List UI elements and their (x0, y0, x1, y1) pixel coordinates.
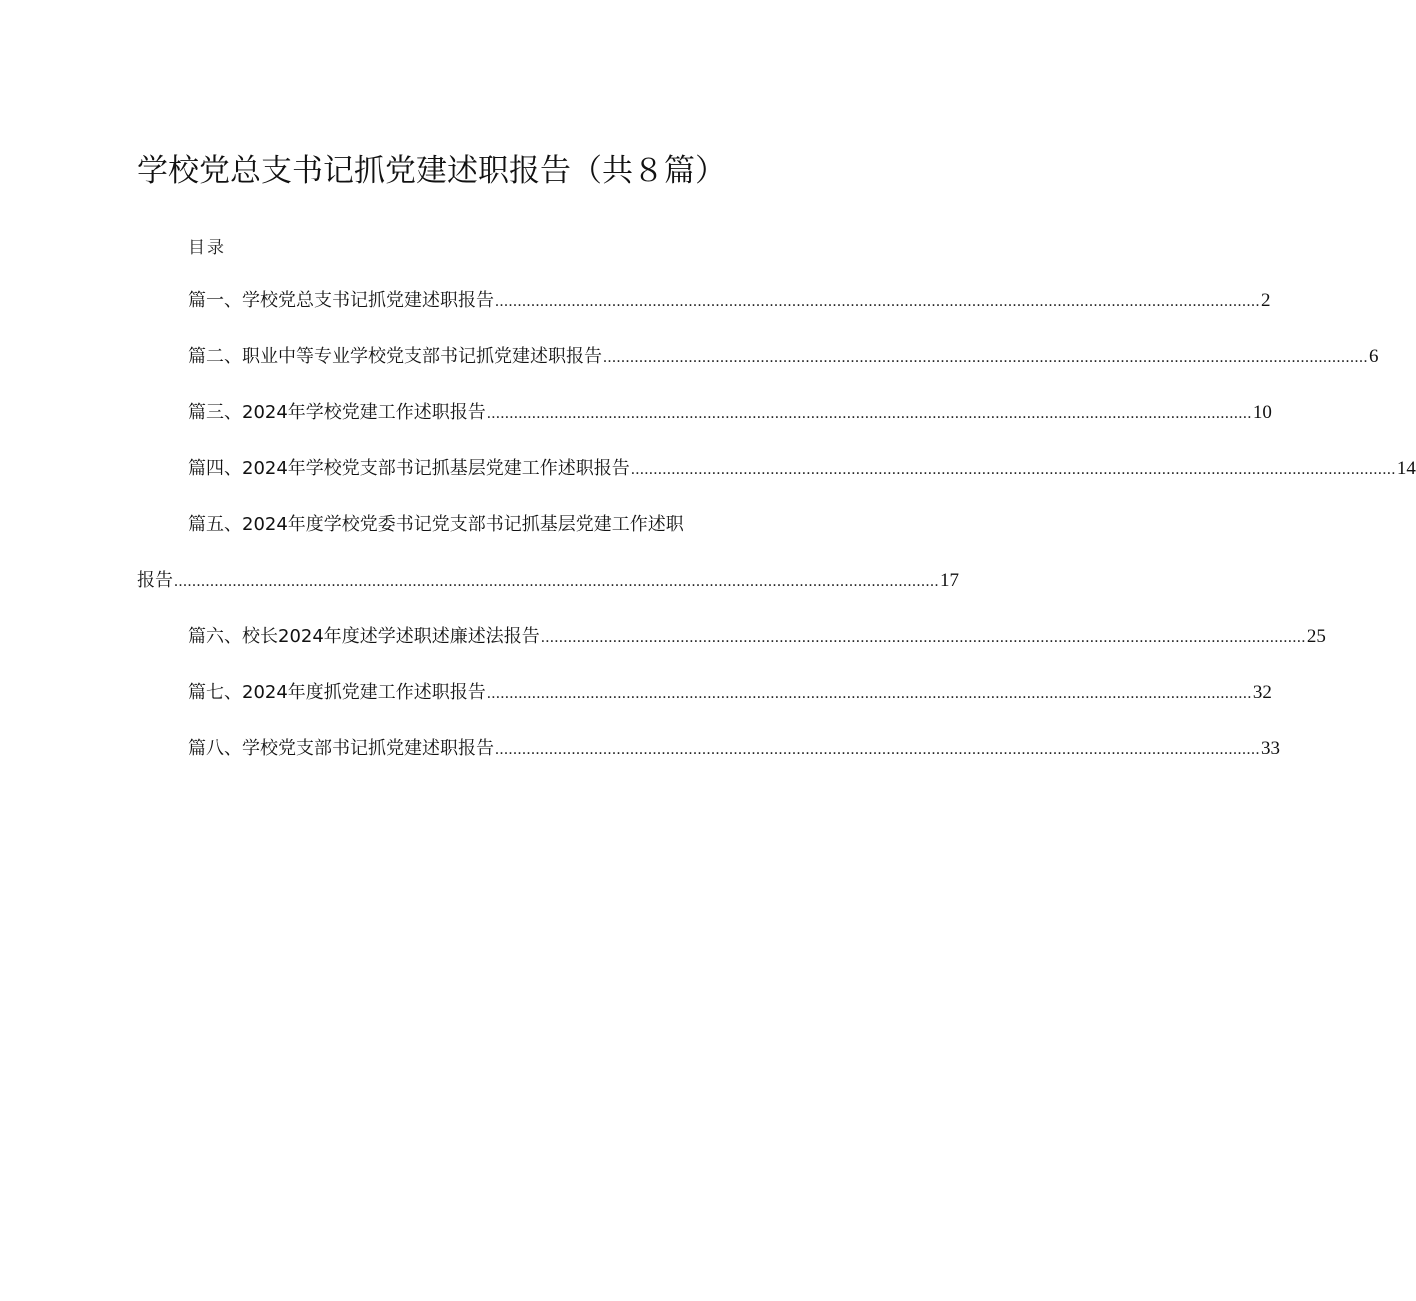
toc-page-number: 25 (1306, 626, 1326, 647)
toc-entry-4[interactable] (188, 456, 1416, 483)
toc-entry-label: 篇三、2024年学校党建工作述职报告 (188, 402, 486, 423)
toc-entry-label: 篇四、2024年学校党支部书记抓基层党建工作述职报告 (188, 458, 630, 479)
toc-leader-dots: .......................................................................................................................................................................... (174, 573, 939, 590)
toc-entry-5-line1[interactable]: 篇五、2024年度学校党委书记党支部书记抓基层党建工作述职 (188, 514, 684, 535)
toc-leader-dots: .......................................................................................................................................................................... (495, 741, 1260, 758)
toc-leader-dots: .......................................................................................................................................................................... (603, 349, 1368, 366)
toc-entry-1[interactable] (188, 288, 1271, 315)
document-title: 学校党总支书记抓党建述职报告（共８篇） (137, 153, 726, 189)
toc-entry-2[interactable] (188, 344, 1379, 371)
toc-entry-label: 篇一、学校党总支书记抓党建述职报告 (188, 290, 494, 311)
toc-entry-label: 报告 (137, 570, 173, 591)
toc-page-number: 33 (1261, 738, 1280, 759)
toc-entry-label: 篇二、职业中等专业学校党支部书记抓党建述职报告 (188, 346, 602, 367)
toc-leader-dots: .......................................................................................................................................................................... (540, 629, 1306, 646)
toc-page-number: 6 (1369, 346, 1379, 367)
toc-leader-dots: .......................................................................................................................................................................... (486, 685, 1252, 702)
toc-page-number: 17 (940, 570, 959, 591)
toc-leader-dots: .......................................................................................................................................................................... (495, 293, 1260, 310)
toc-entry-7[interactable] (188, 680, 1272, 707)
toc-page-number: 2 (1261, 290, 1271, 311)
toc-leader-dots: .......................................................................................................................................................................... (486, 405, 1252, 422)
toc-page-number: 14 (1396, 458, 1416, 479)
toc-entry-6[interactable] (188, 624, 1326, 651)
toc-entry-label: 篇六、校长2024年度述学述职述廉述法报告 (188, 626, 540, 647)
toc-entry-label: 篇七、2024年度抓党建工作述职报告 (188, 682, 486, 703)
toc-entry-5[interactable] (137, 568, 959, 595)
toc-entry-8[interactable] (188, 736, 1280, 763)
toc-leader-dots: .......................................................................................................................................................................... (630, 461, 1396, 478)
toc-entry-3[interactable] (188, 400, 1272, 427)
toc-page-number: 32 (1252, 682, 1272, 703)
toc-entry-label: 篇八、学校党支部书记抓党建述职报告 (188, 738, 494, 759)
toc-page-number: 10 (1252, 402, 1272, 423)
toc-heading: 目录 (188, 238, 226, 258)
